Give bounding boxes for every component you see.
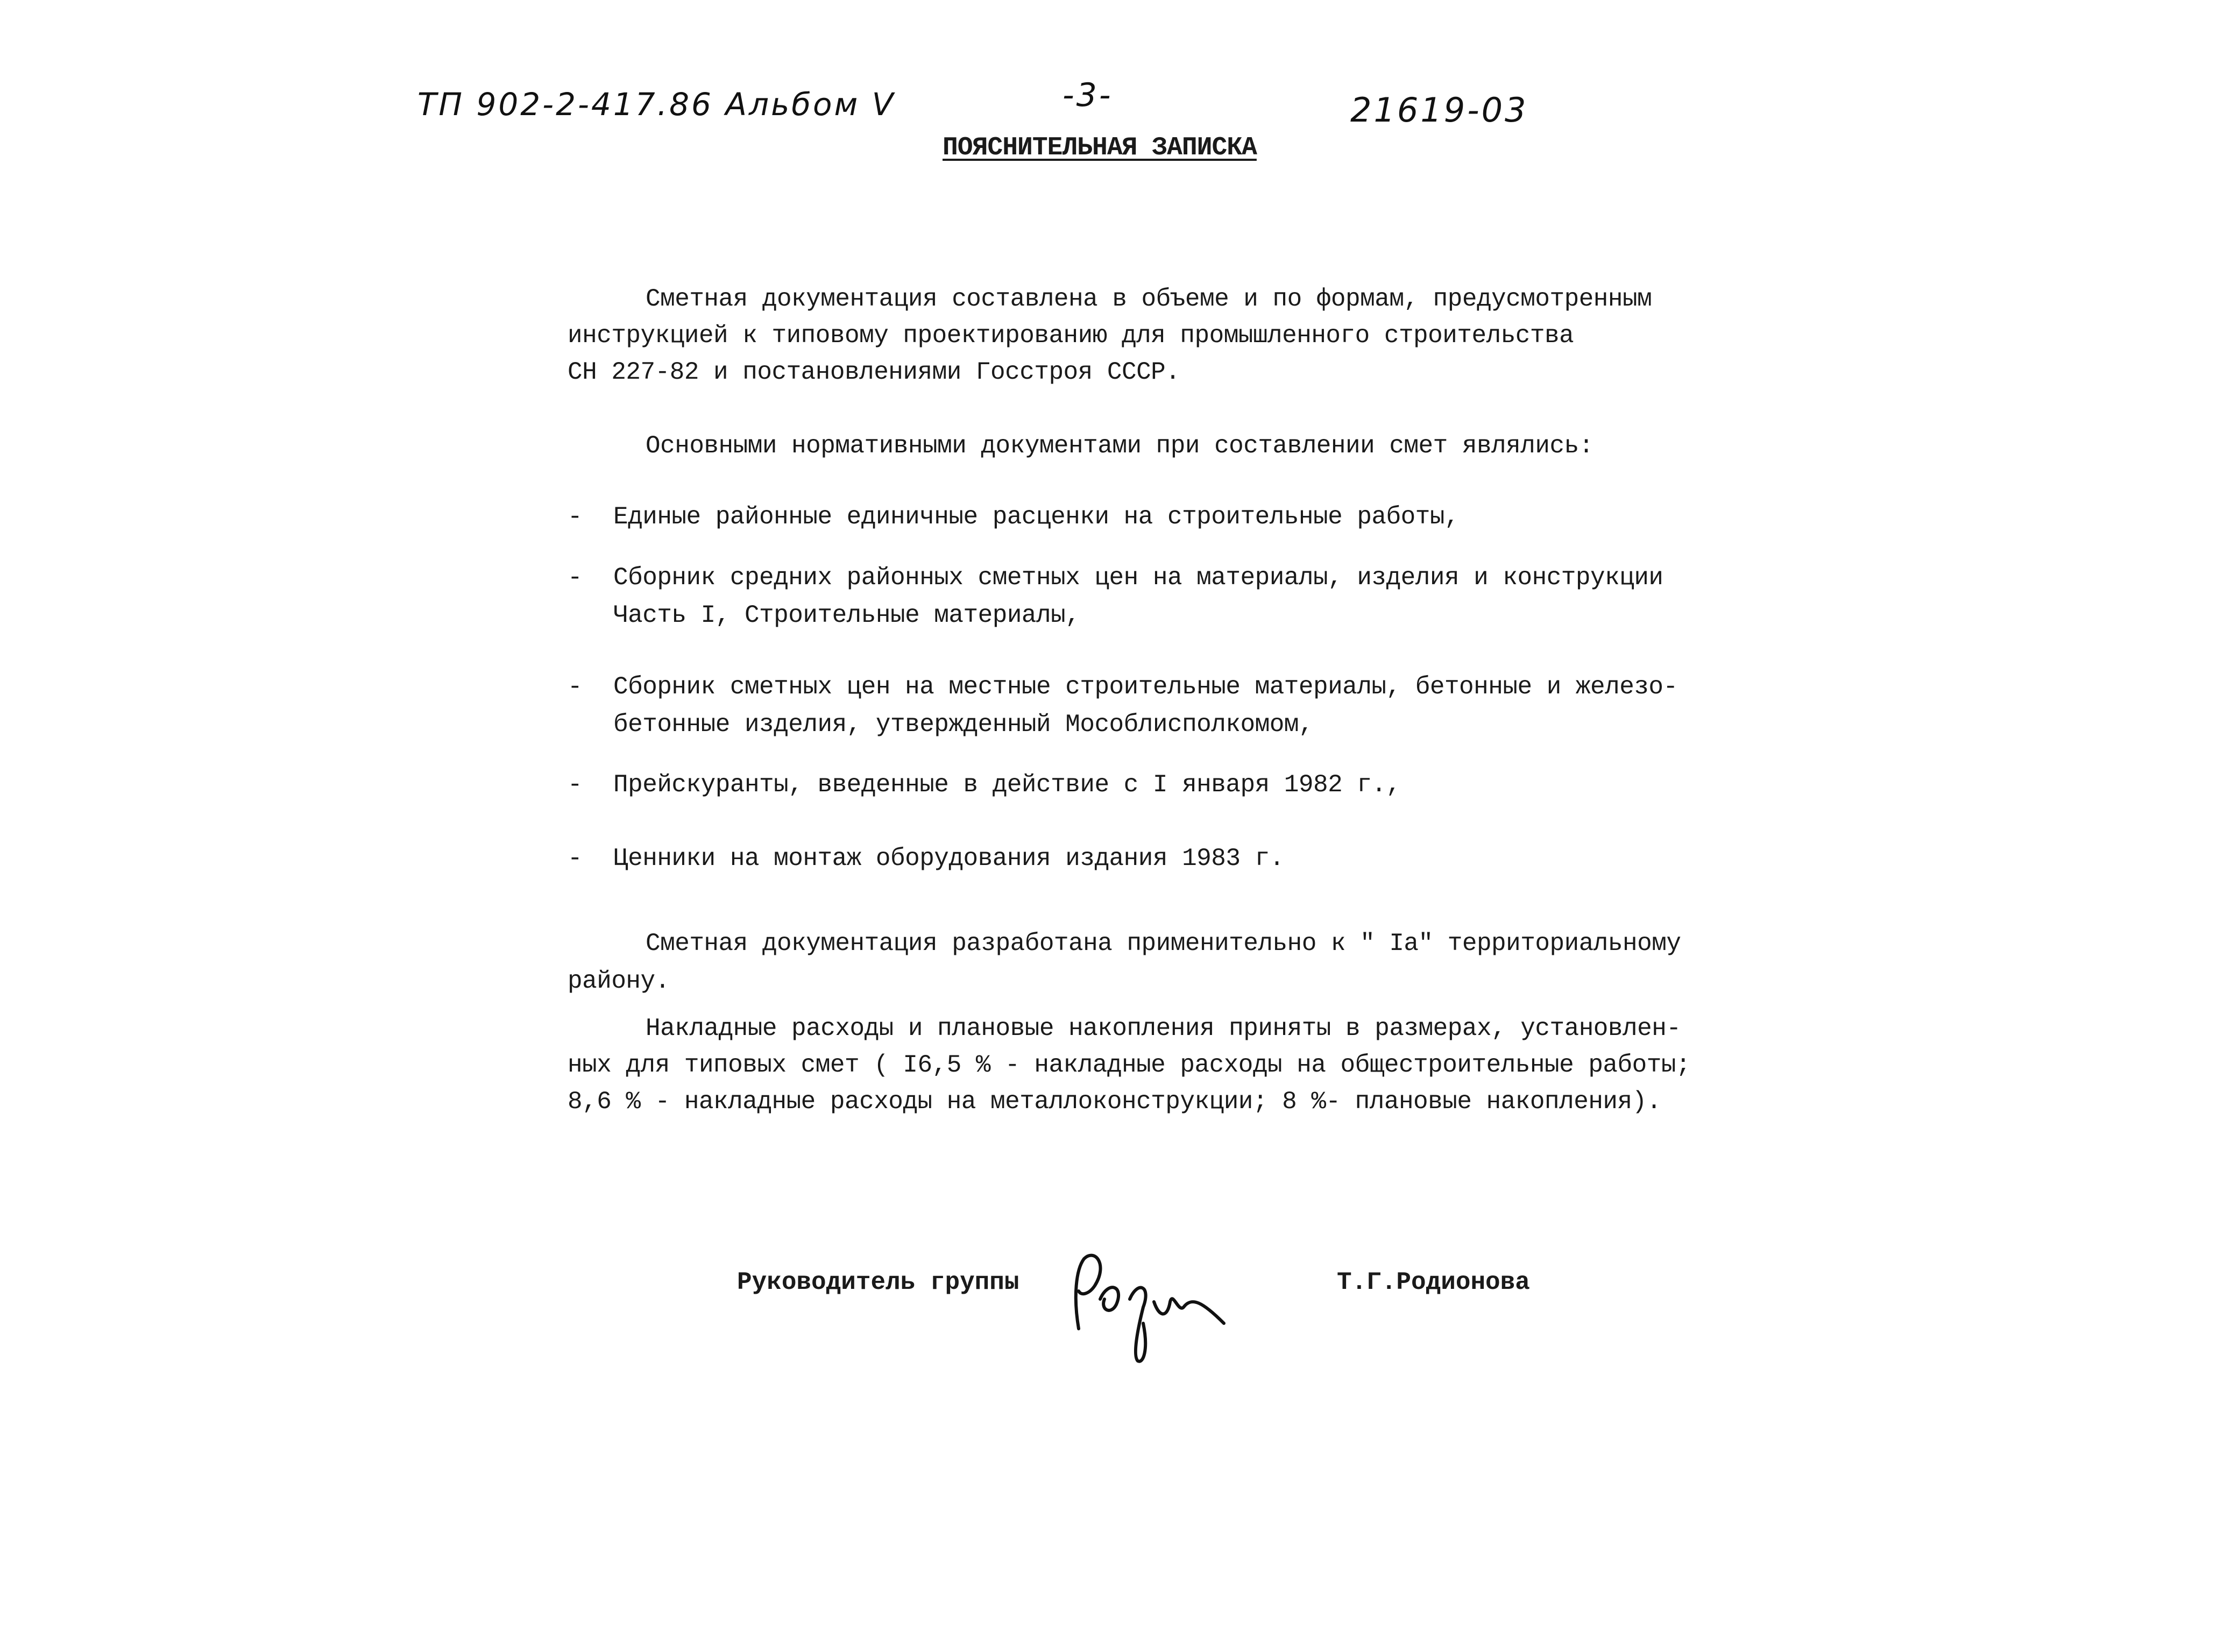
- signature-role: Руководитель группы: [737, 1268, 1019, 1296]
- overheads-line-2: ных для типовых смет ( I6,5 % - накладные расходы на общестроительные работы;: [568, 1051, 1691, 1079]
- overheads-line-3: 8,6 % - накладные расходы на металлоконструкции; 8 %- плановые накопления).: [568, 1088, 1661, 1116]
- overheads-line-1: Накладные расходы и плановые накопления приняты в размерах, установлен-: [646, 1015, 1681, 1043]
- territory-line-2: району.: [568, 967, 670, 995]
- archive-number: 21619-03: [1350, 90, 1528, 130]
- signature-name: Т.Г.Родионова: [1337, 1268, 1530, 1296]
- intro-line-2: инструкцией к типовому проектированию для промышленного строительства: [568, 322, 1574, 350]
- bullet-dash: -: [568, 503, 583, 531]
- bullet-5-line-1: Ценники на монтаж оборудования издания 1983 г.: [613, 845, 1284, 873]
- bullet-4-line-1: Прейскуранты, введенные в действие с I января 1982 г.,: [613, 771, 1401, 799]
- bullet-dash: -: [568, 564, 583, 592]
- bullet-3-line-1: Сборник сметных цен на местные строительные материалы, бетонные и железо-: [613, 673, 1678, 701]
- handwritten-signature: [1063, 1248, 1235, 1366]
- page-number: -3-: [1063, 76, 1113, 114]
- bullet-dash: -: [568, 771, 583, 799]
- bullet-dash: -: [568, 845, 583, 873]
- bullet-2-line-1: Сборник средних районных сметных цен на материалы, изделия и конструкции: [613, 564, 1663, 592]
- basis-heading: Основными нормативными документами при составлении смет являлись:: [646, 432, 1593, 460]
- intro-line-1: Сметная документация составлена в объеме и по формам, предусмотренным: [646, 285, 1652, 313]
- territory-line-1: Сметная документация разработана применительно к " Iа" территориальному: [646, 930, 1681, 958]
- bullet-dash: -: [568, 673, 583, 701]
- document-code: ТП 902-2-417.86 Альбом V: [417, 86, 896, 123]
- bullet-1-line-1: Единые районные единичные расценки на строительные работы,: [613, 503, 1460, 531]
- bullet-3-line-2: бетонные изделия, утвержденный Мособлисполкомом,: [613, 711, 1314, 739]
- intro-line-3: СН 227-82 и постановлениями Госстроя СССР.: [568, 358, 1180, 386]
- bullet-2-line-2: Часть I, Строительные материалы,: [613, 601, 1080, 629]
- page-title: ПОЯСНИТЕЛЬНАЯ ЗАПИСКА: [943, 133, 1257, 162]
